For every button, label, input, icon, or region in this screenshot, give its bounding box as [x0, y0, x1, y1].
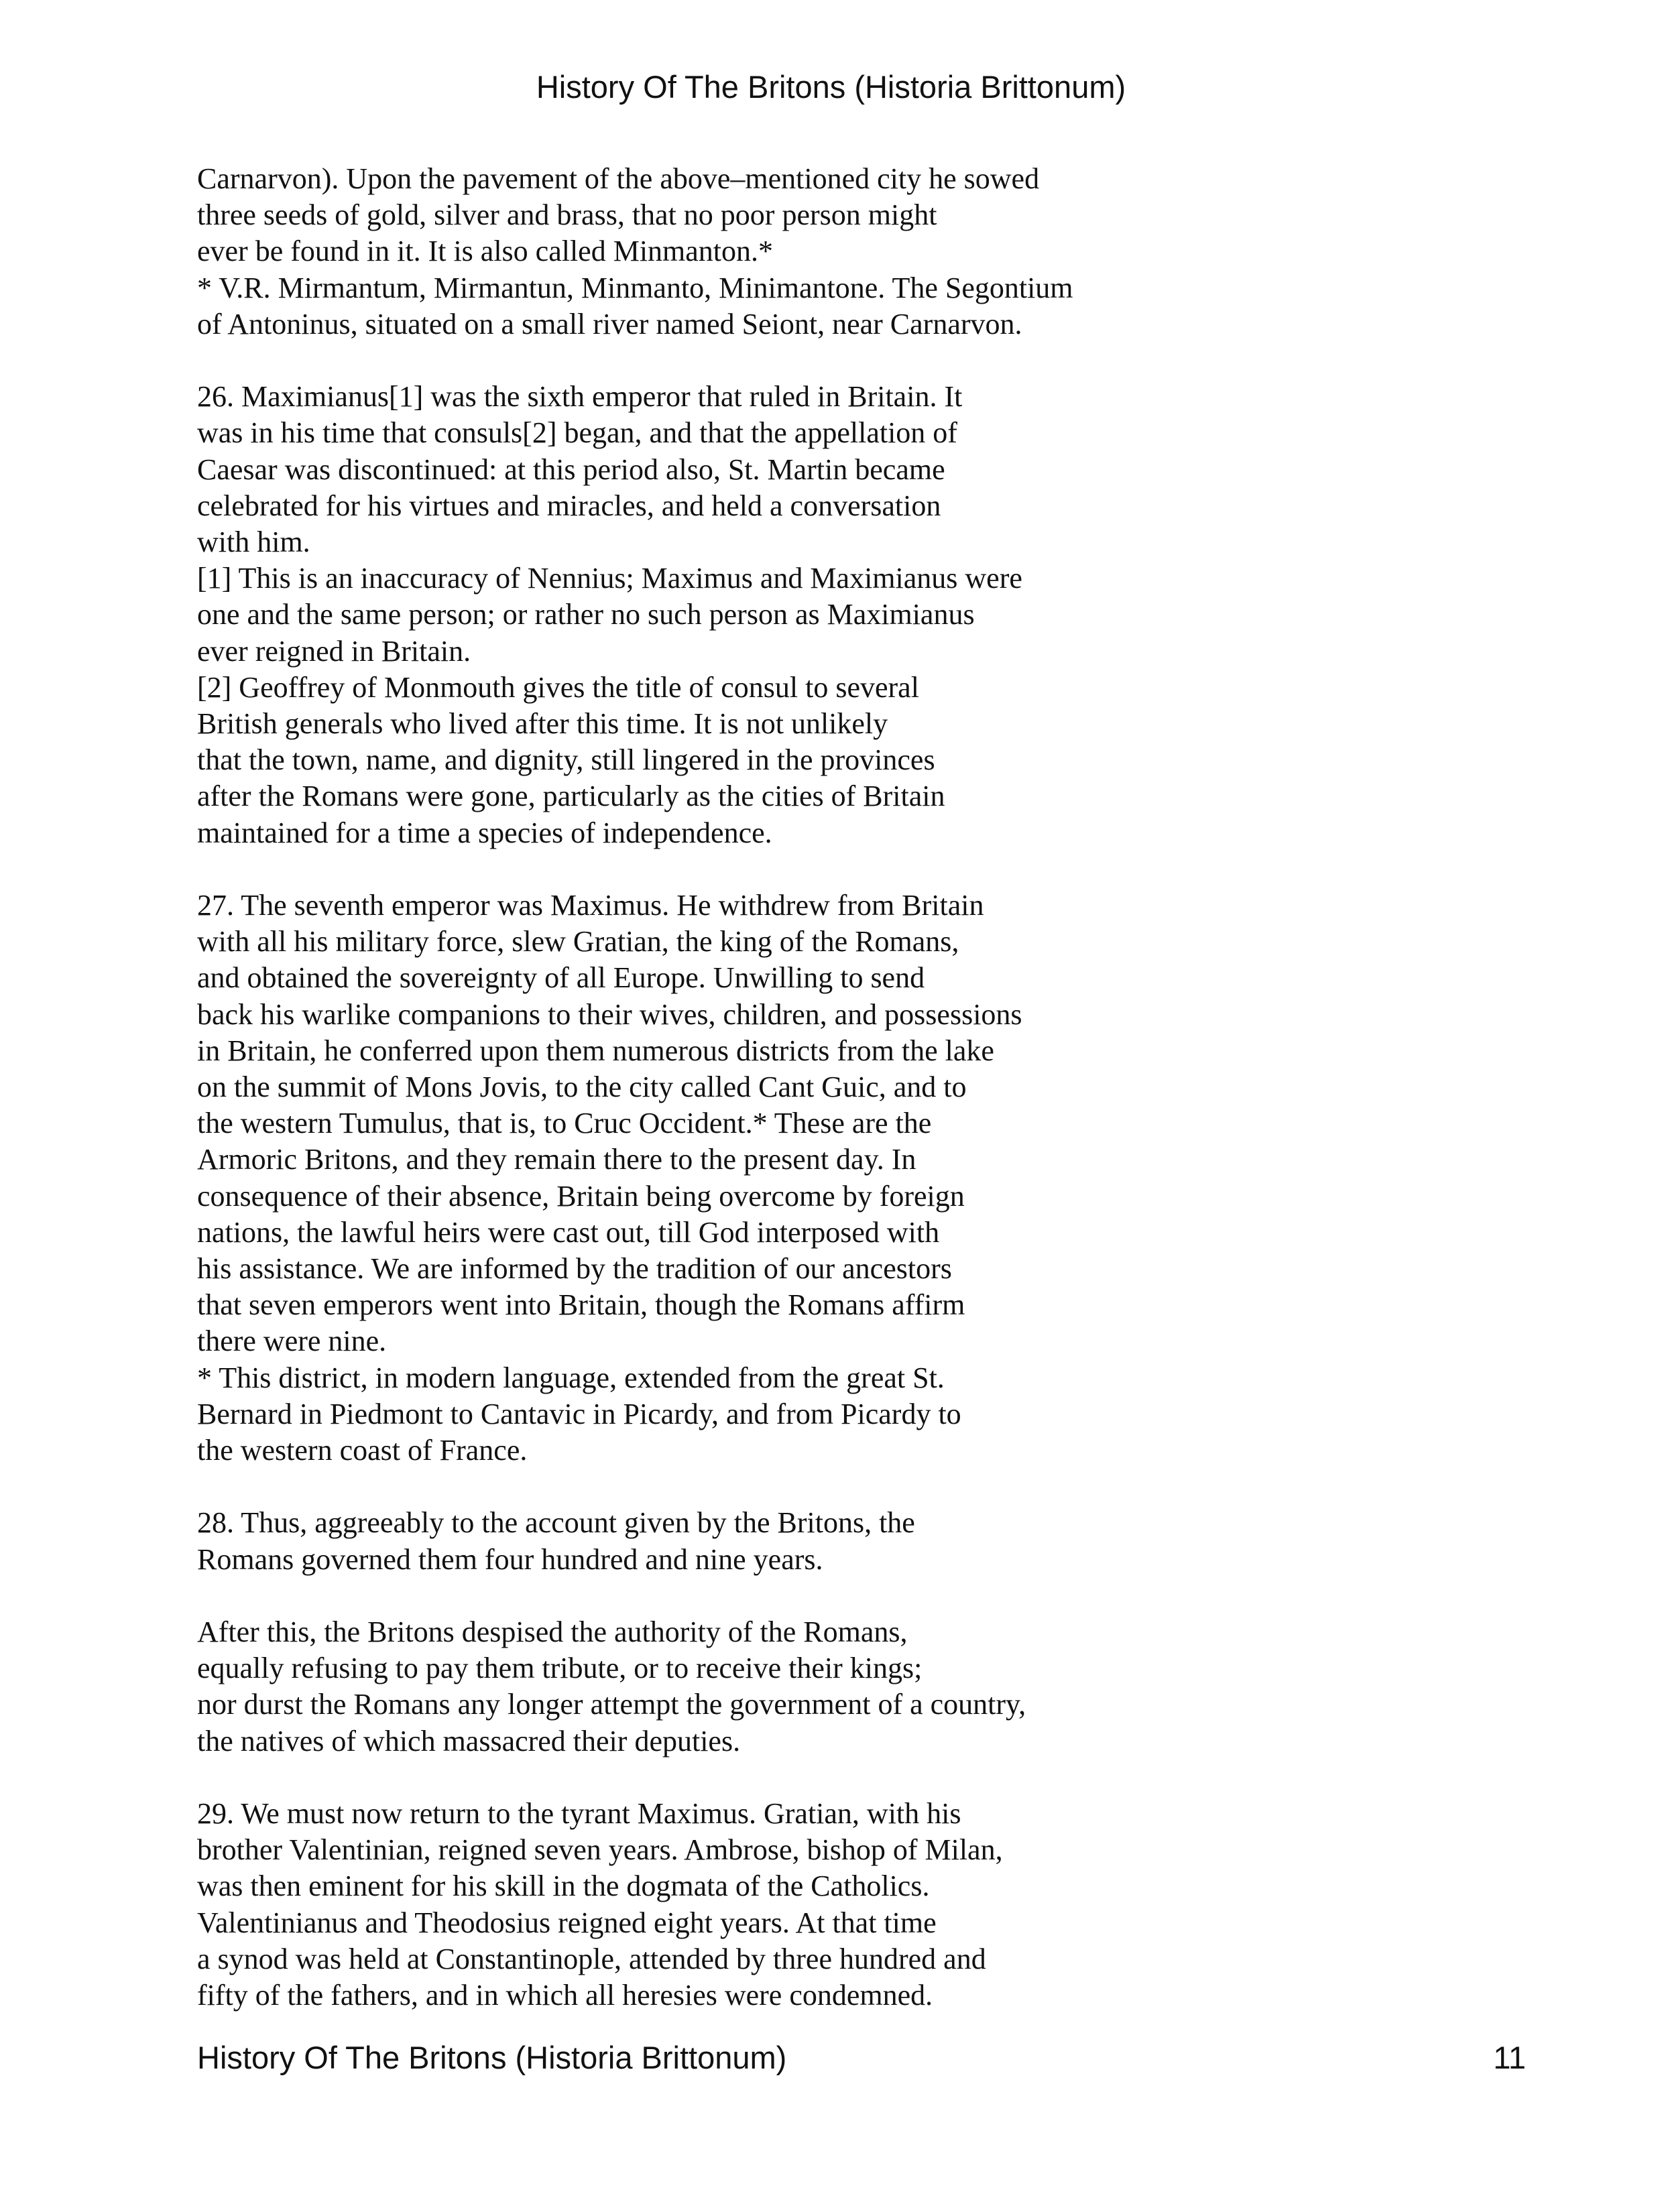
text-line: Armoric Britons, and they remain there to the present day. In — [197, 1143, 916, 1176]
text-line: Carnarvon). Upon the pavement of the above–mentioned city he sowed — [197, 162, 1040, 195]
footer-title: History Of The Britons (Historia Brittonum) — [197, 2040, 787, 2075]
text-line: fifty of the fathers, and in which all heresies were condemned. — [197, 1979, 933, 2012]
text-line: one and the same person; or rather no such person as Maximianus — [197, 598, 975, 631]
text-line: Bernard in Piedmont to Cantavic in Picardy, and from Picardy to — [197, 1397, 961, 1430]
text-line: After this, the Britons despised the authority of the Romans, — [197, 1615, 908, 1649]
text-line: the western Tumulus, that is, to Cruc Occident.* These are the — [197, 1107, 932, 1140]
text-line: 28. Thus, aggreeably to the account given by the Britons, the — [197, 1506, 915, 1540]
text-line: ever be found in it. It is also called Minmanton.* — [197, 235, 774, 268]
text-line: 29. We must now return to the tyrant Maximus. Gratian, with his — [197, 1797, 961, 1831]
page-header — [0, 67, 1662, 107]
text-line: Caesar was discontinued: at this period also, St. Martin became — [197, 452, 945, 486]
text-line: 26. Maximianus[1] was the sixth emperor that ruled in Britain. It — [197, 380, 963, 414]
text-line: back his warlike companions to their wives, children, and possessions — [197, 997, 1022, 1031]
text-line: that seven emperors went into Britain, though the Romans affirm — [197, 1288, 965, 1322]
text-line: nor durst the Romans any longer attempt the government of a country, — [197, 1688, 1026, 1721]
text-line: on the summit of Mons Jovis, to the city called Cant Guic, and to — [197, 1070, 967, 1104]
text-line: the western coast of France. — [197, 1434, 528, 1467]
text-line: was in his time that consuls[2] began, and that the appellation of — [197, 416, 957, 450]
text-line: [2] Geoffrey of Monmouth gives the title of consul to several — [197, 670, 919, 704]
blank-line — [197, 851, 1471, 887]
page-number: 11 — [1493, 2040, 1526, 2075]
text-line: that the town, name, and dignity, still lingered in the provinces — [197, 743, 935, 777]
text-line: * V.R. Mirmantum, Mirmantun, Minmanto, Minimantone. The Segontium — [197, 271, 1073, 304]
text-line: in Britain, he conferred upon them numerous districts from the lake — [197, 1034, 994, 1067]
text-line: * This district, in modern language, extended from the great St. — [197, 1361, 945, 1394]
header-title: History Of The Britons (Historia Brittonum) — [536, 69, 1126, 105]
text-line: 27. The seventh emperor was Maximus. He withdrew from Britain — [197, 889, 984, 922]
blank-line — [197, 1578, 1471, 1614]
body-text — [197, 161, 1471, 2014]
text-line: British generals who lived after this time. It is not unlikely — [197, 707, 888, 741]
text-line: with all his military force, slew Gratian, the king of the Romans, — [197, 925, 959, 959]
text-line: three seeds of gold, silver and brass, that no poor person might — [197, 198, 937, 232]
text-line: celebrated for his virtues and miracles, and held a conversation — [197, 489, 941, 522]
text-line: and obtained the sovereignty of all Europe. Unwilling to send — [197, 961, 925, 995]
text-line: after the Romans were gone, particularly as the cities of Britain — [197, 780, 945, 813]
text-line: of Antoninus, situated on a small river named Seiont, near Carnarvon. — [197, 307, 1022, 341]
blank-line — [197, 343, 1471, 379]
text-line: consequence of their absence, Britain being overcome by foreign — [197, 1179, 965, 1213]
text-line: equally refusing to pay them tribute, or to receive their kings; — [197, 1652, 923, 1685]
text-line: nations, the lawful heirs were cast out, till God interposed with — [197, 1215, 940, 1249]
text-line: brother Valentinian, reigned seven years. Ambrose, bishop of Milan, — [197, 1833, 1003, 1867]
text-line: maintained for a time a species of independence. — [197, 816, 772, 849]
blank-line — [197, 1760, 1471, 1796]
text-line: there were nine. — [197, 1325, 387, 1358]
text-line: the natives of which massacred their deputies. — [197, 1724, 741, 1758]
text-line: Valentinianus and Theodosius reigned eight years. At that time — [197, 1906, 937, 1939]
text-line: his assistance. We are informed by the tradition of our ancestors — [197, 1252, 952, 1286]
text-line: [1] This is an inaccuracy of Nennius; Maximus and Maximianus were — [197, 562, 1022, 595]
text-line: with him. — [197, 526, 310, 559]
text-line: a synod was held at Constantinople, attended by three hundred and — [197, 1942, 986, 1975]
text-line: Romans governed them four hundred and nine years. — [197, 1542, 823, 1576]
blank-line — [197, 1469, 1471, 1505]
text-line: ever reigned in Britain. — [197, 634, 471, 668]
text-line: was then eminent for his skill in the dogmata of the Catholics. — [197, 1869, 930, 1903]
